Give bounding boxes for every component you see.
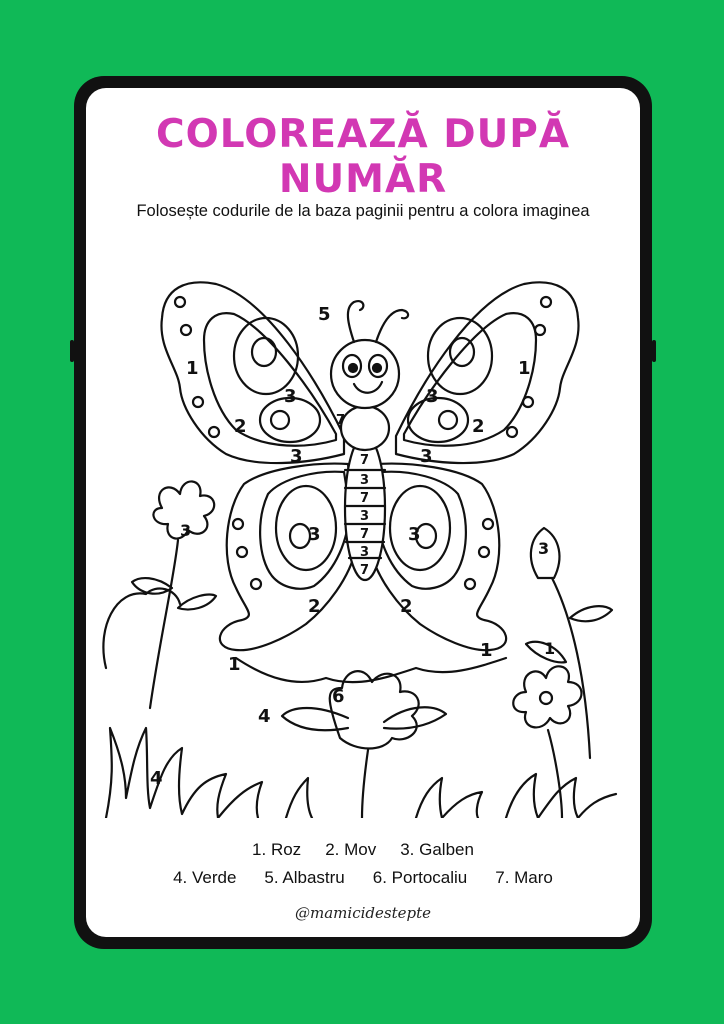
wing-upper-right — [396, 282, 579, 463]
legend-item: 2. Mov — [325, 840, 377, 859]
legend-item: 7. Maro — [495, 868, 553, 887]
number-flower-right: 1 — [544, 639, 556, 658]
number-flower-bud-right: 3 — [538, 539, 550, 558]
butterfly-coloring-picture — [86, 258, 640, 818]
number-wing-lower-left-spot: 3 — [308, 524, 321, 545]
number-head: 7 — [336, 413, 346, 428]
number-body-band-3: 3 — [360, 509, 370, 524]
flower-right — [513, 666, 581, 818]
legend-row-2 — [86, 864, 640, 892]
number-wing-upper-right-inner: 2 — [472, 416, 485, 437]
legend-row-1 — [86, 836, 640, 864]
tablet-frame — [74, 76, 652, 949]
flower-bud-right — [526, 528, 612, 758]
number-wing-lower-right-spot: 3 — [408, 524, 421, 545]
frame-button-left — [70, 340, 74, 362]
frame-button-right — [652, 340, 656, 362]
author-credit: @mamicidestepte — [295, 904, 431, 922]
number-body-band-5: 3 — [360, 545, 370, 560]
wing-spot-upper-left-large — [234, 318, 298, 394]
number-wing-lower-right-inner: 2 — [400, 596, 413, 617]
legend-item: 3. Galben — [400, 840, 474, 859]
number-body-band-2: 7 — [360, 491, 370, 506]
legend-item: 5. Albastru — [264, 868, 345, 887]
wing-spot-upper-right-large — [428, 318, 492, 394]
number-wing-lower-right-tail: 1 — [480, 640, 493, 661]
number-body-band-1: 3 — [360, 473, 370, 488]
number-flower-center: 6 — [332, 686, 345, 707]
number-grass-left: 4 — [150, 768, 163, 789]
number-flower-left: 3 — [180, 521, 192, 540]
number-wing-upper-left-small: 3 — [290, 446, 303, 467]
number-wing-upper-right-small: 3 — [420, 446, 433, 467]
number-wing-lower-left-tail: 1 — [228, 654, 241, 675]
number-wing-upper-right-outer: 1 — [518, 358, 531, 379]
butterfly-thorax — [341, 406, 389, 450]
legend-item: 4. Verde — [173, 868, 237, 887]
wing-upper-left-inner — [204, 313, 336, 446]
legend-item: 6. Portocaliu — [372, 868, 468, 887]
butterfly-head — [331, 340, 399, 408]
number-thorax: 7 — [360, 453, 370, 468]
number-body-band-4: 7 — [360, 527, 370, 542]
page-subtitle: Folosește codurile de la baza paginii pentru a colora imaginea — [136, 202, 590, 220]
legend-item: 1. Roz — [252, 840, 302, 859]
number-wing-upper-left-outer: 1 — [186, 358, 199, 379]
worksheet-page — [86, 88, 640, 937]
number-wing-upper-left-spot: 3 — [284, 386, 297, 407]
grass — [106, 728, 616, 818]
number-grass-center: 4 — [258, 706, 271, 727]
number-body-band-6: 7 — [360, 563, 370, 578]
number-wing-upper-left-inner: 2 — [234, 416, 247, 437]
color-legend — [86, 836, 640, 892]
number-wing-lower-left-inner: 2 — [308, 596, 321, 617]
number-wing-upper-right-spot: 3 — [426, 386, 439, 407]
wing-spot-lower-left — [276, 486, 336, 570]
page-title: COLOREAZĂ DUPĂ NUMĂR — [155, 112, 571, 202]
number-sky: 5 — [318, 304, 331, 325]
